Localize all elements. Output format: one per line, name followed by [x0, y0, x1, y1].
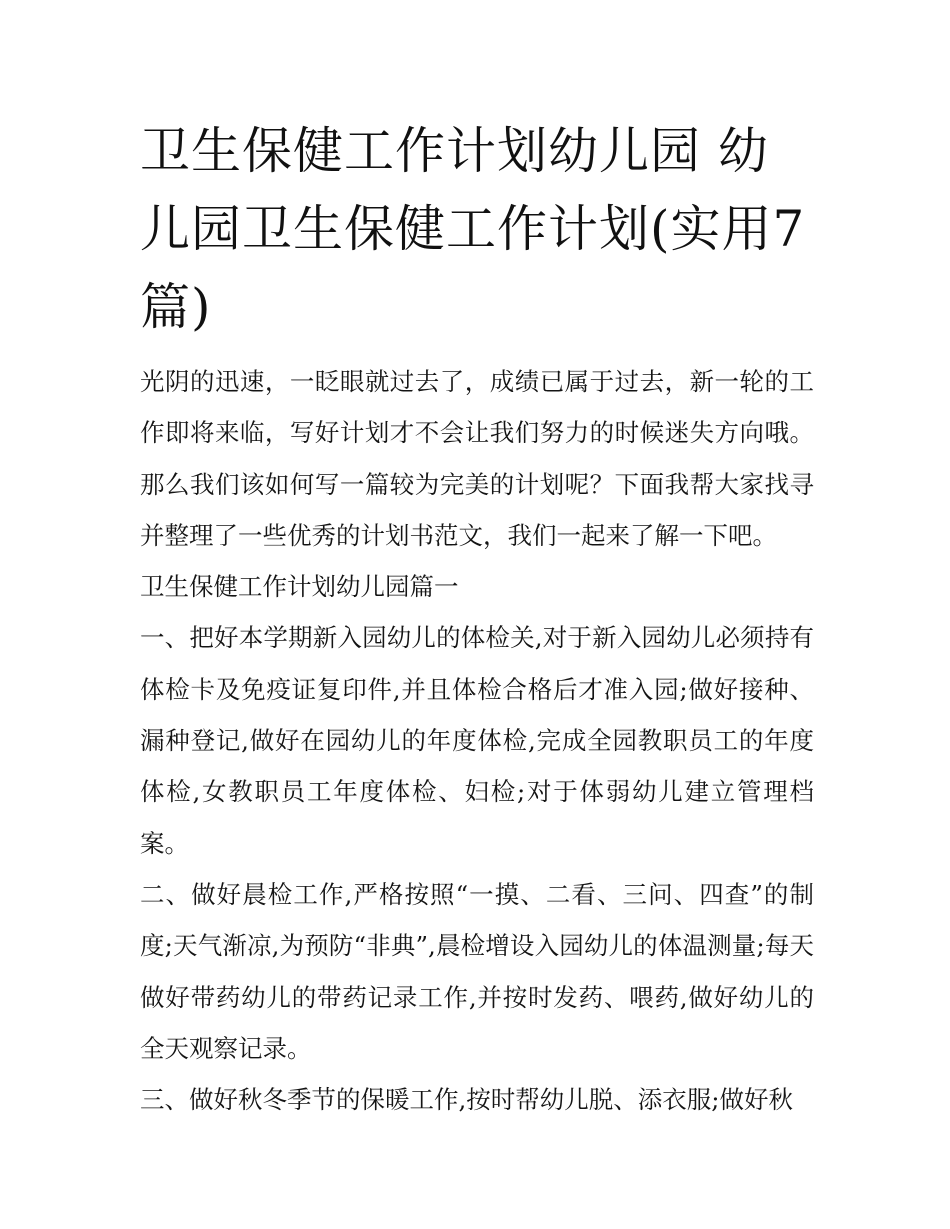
document-title: 卫生保健工作计划幼儿园 幼儿园卫生保健工作计划(实用7篇)	[140, 122, 806, 336]
intro-paragraph: 光阴的迅速，一眨眼就过去了，成绩已属于过去，新一轮的工作即将来临，写好计划才不会让我们努力的时候迷失方向哦。那么我们该如何写一篇较为完美的计划呢？下面我帮大家找寻并整理了一些优秀的计划书范文，我们一起来了解一下吧。	[140, 367, 814, 550]
document-body	[140, 356, 814, 1125]
section-heading: 卫生保健工作计划幼儿园篇一	[140, 572, 459, 602]
item-two-paragraph: 二、做好晨检工作,严格按照“一摸、二看、三问、四查”的制度;天气渐凉,为预防“非典”,晨检增设入园幼儿的体温测量;每天做好带药幼儿的带药记录工作,并按时发药、喂药,做好幼儿的全天观察记录。	[140, 879, 814, 1063]
item-one-paragraph: 一、把好本学期新入园幼儿的体检关,对于新入园幼儿必须持有体检卡及免疫证复印件,并且体检合格后才准入园;做好接种、漏种登记,做好在园幼儿的年度体检,完成全园教职员工的年度体检,女教职员工年度体检、妇检;对于体弱幼儿建立管理档案。	[140, 623, 814, 858]
item-three-paragraph: 三、做好秋冬季节的保暖工作,按时帮幼儿脱、添衣服;做好秋	[140, 1085, 794, 1115]
